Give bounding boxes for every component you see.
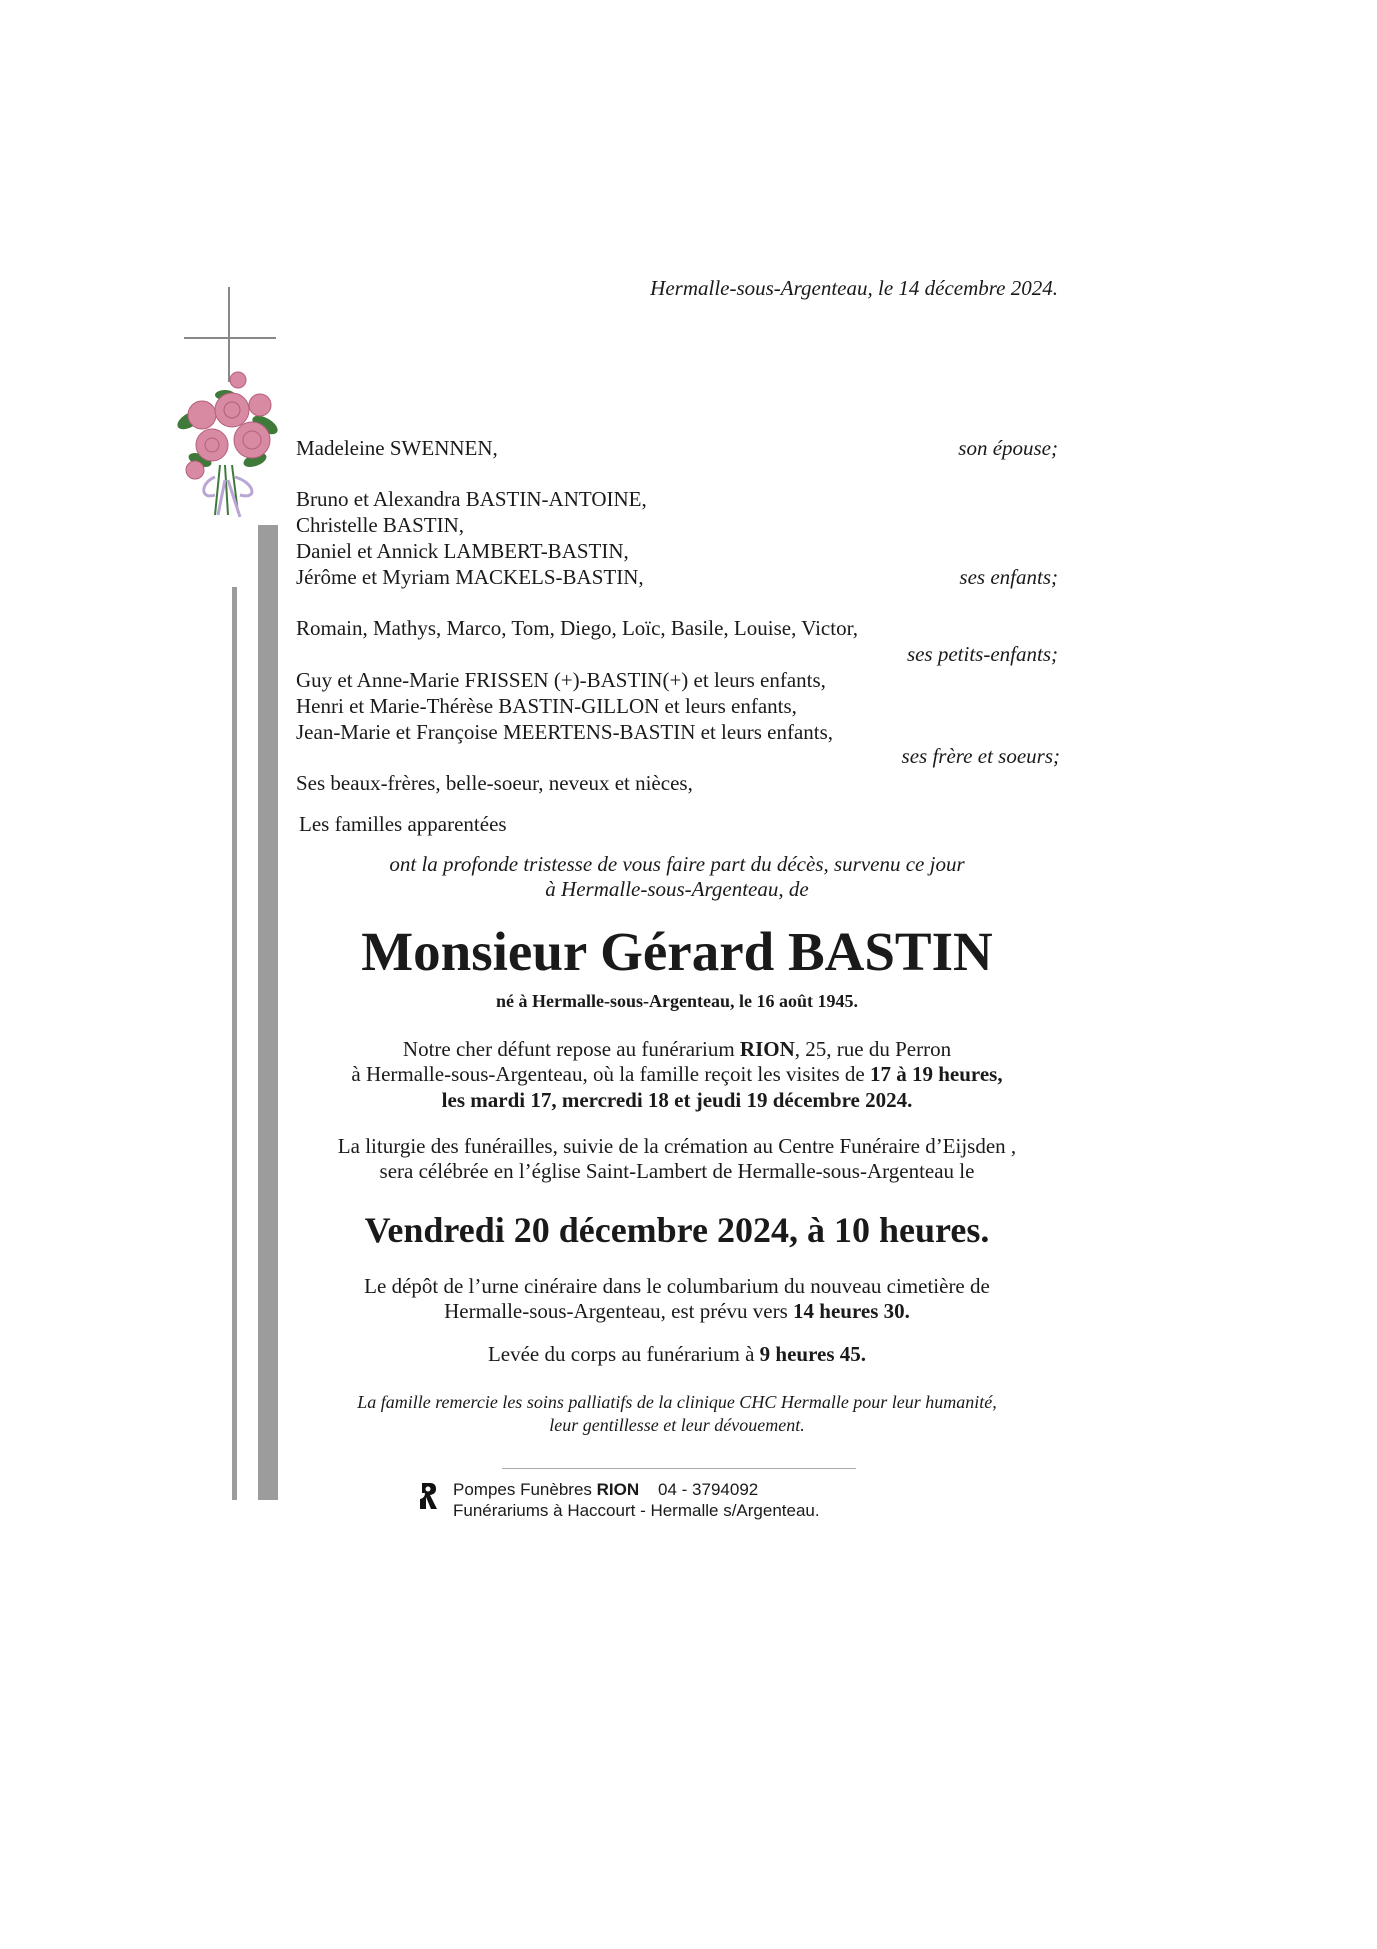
list-item: Henri et Marie-Thérèse BASTIN-GILLON et leurs enfants, — [296, 694, 797, 718]
list-item: Jérôme et Myriam MACKELS-BASTIN, — [296, 565, 644, 589]
liturgy-line-1: La liturgie des funérailles, suivie de la crémation au Centre Funéraire d’Eijsden , — [337, 1134, 1017, 1158]
list-item: Guy et Anne-Marie FRISSEN (+)-BASTIN(+) et leurs enfants, — [296, 668, 826, 692]
visitation-line-2: à Hermalle-sous-Argenteau, où la famille reçoit les visites de 17 à 19 heures, — [351, 1062, 1003, 1086]
mourning-rail-thin — [232, 587, 237, 1500]
place-date: Hermalle-sous-Argenteau, le 14 décembre 2024. — [650, 276, 1058, 300]
list-item: Romain, Mathys, Marco, Tom, Diego, Loïc, Basile, Louise, Victor, — [296, 616, 858, 640]
in-laws-line: Ses beaux-frères, belle-soeur, neveux et nièces, — [296, 771, 693, 795]
spouse-name: Madeleine SWENNEN, — [296, 436, 498, 460]
announcement-line-2: à Hermalle-sous-Argenteau, de — [545, 877, 809, 901]
rose-bouquet-icon — [170, 365, 285, 525]
thanks-line-1: La famille remercie les soins palliatifs de la clinique CHC Hermalle pour leur humanité, — [357, 1392, 997, 1412]
thanks-line-2: leur gentillesse et leur dévouement. — [549, 1415, 805, 1435]
siblings-list — [296, 667, 1058, 745]
service-date: Vendredi 20 décembre 2024, à 10 heures. — [364, 1210, 990, 1250]
spouse-relation: son épouse; — [958, 436, 1058, 460]
children-last-row — [296, 564, 1058, 590]
deceased-name: Monsieur Gérard BASTIN — [361, 921, 993, 982]
urn-line-2: Hermalle-sous-Argenteau, est prévu vers 14 heures 30. — [444, 1299, 910, 1323]
visitation-line-1: Notre cher défunt repose au funérarium RION, 25, rue du Perron — [402, 1037, 952, 1061]
urn-line-1: Le dépôt de l’urne cinéraire dans le columbarium du nouveau cimetière de — [364, 1274, 990, 1298]
liturgy-line-2: sera célébrée en l’église Saint-Lambert de Hermalle-sous-Argenteau le — [379, 1159, 975, 1183]
funeral-home-logo-icon — [418, 1481, 440, 1511]
list-item: Jean-Marie et Françoise MEERTENS-BASTIN et leurs enfants, — [296, 720, 834, 744]
footer-line-1: Pompes Funèbres RION 04 - 3794092 — [453, 1480, 759, 1499]
departure-line: Levée du corps au funérarium à 9 heures 45. — [487, 1342, 867, 1366]
list-item: Christelle BASTIN, — [296, 513, 464, 537]
cross-horizontal-bar — [184, 337, 276, 339]
siblings-relation: ses frère et soeurs; — [901, 744, 1060, 768]
footer-line-2: Funérariums à Haccourt - Hermalle s/Argenteau. — [453, 1501, 820, 1520]
list-item: Bruno et Alexandra BASTIN-ANTOINE, — [296, 487, 647, 511]
children-list — [296, 486, 1058, 564]
grandchildren-list — [296, 615, 1058, 641]
children-relation: ses enfants; — [959, 565, 1058, 589]
spouse-row — [296, 435, 1058, 461]
mourning-rail-thick — [258, 525, 278, 1500]
birth-line: né à Hermalle-sous-Argenteau, le 16 août 1945. — [496, 991, 858, 1011]
families-line: Les familles apparentées — [299, 812, 507, 836]
footer-divider — [502, 1468, 856, 1469]
grandchildren-relation: ses petits-enfants; — [906, 642, 1058, 666]
visitation-line-3: les mardi 17, mercredi 18 et jeudi 19 décembre 2024. — [441, 1088, 913, 1112]
announcement-line-1: ont la profonde tristesse de vous faire part du décès, survenu ce jour — [389, 852, 965, 876]
list-item: Daniel et Annick LAMBERT-BASTIN, — [296, 539, 629, 563]
